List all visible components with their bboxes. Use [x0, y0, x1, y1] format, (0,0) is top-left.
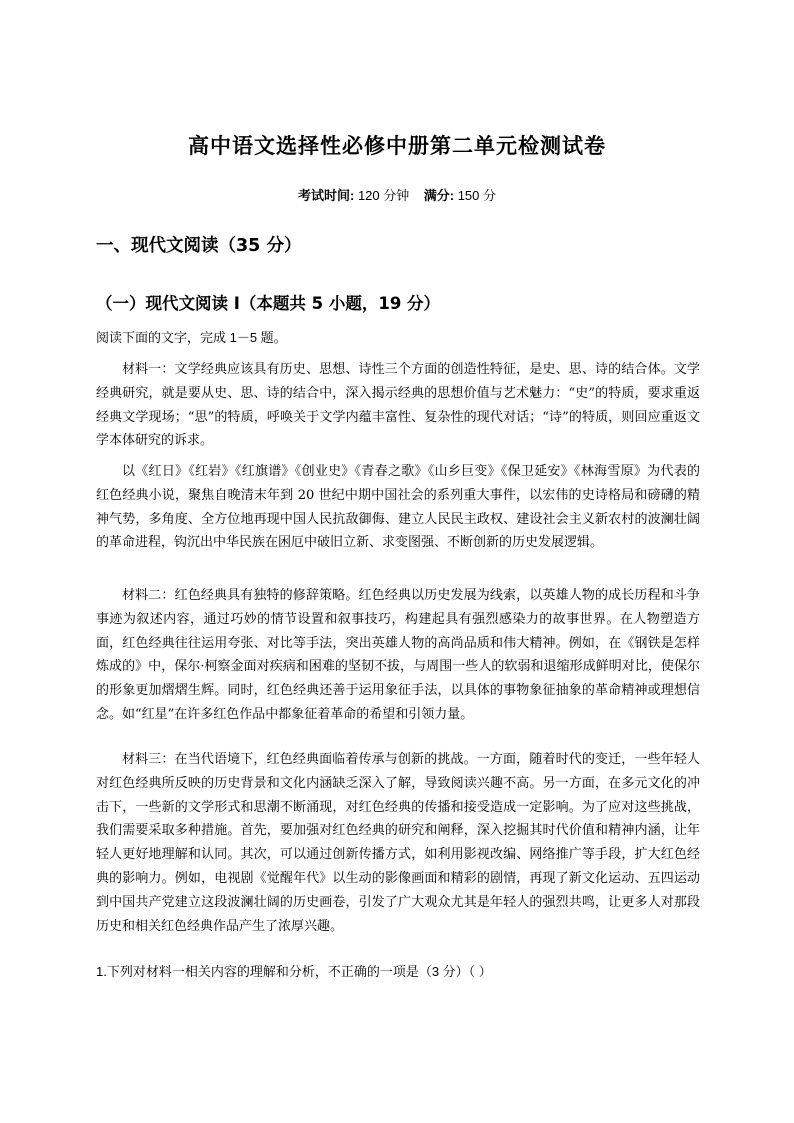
full-score-label: 满分: [423, 188, 455, 203]
exam-time-label: 考试时间: [297, 188, 355, 203]
reading-instruction: 阅读下面的文字，完成 1－5 题。 [96, 330, 287, 345]
material-1-paragraph-2: 以《红日》《红岩》《红旗谱》《创业史》《青春之歌》《山乡巨变》《保卫延安》《林海雪原》为代表的红色经典小说，聚焦自晚清末年到 20 世纪中期中国社会的系列重大事件，以宏伟的史诗格局和磅礴的精神气势，多角度、全方位地再现中国人民抗敌御侮、建立人民民主政权、建设社会主义新农村的波澜壮阔的革命进程，钩沉出中华民族在困厄中破旧立新、求变图强、不断创新的历史发展逻辑。 [96, 464, 700, 551]
exam-time-value: 120 分钟 [357, 188, 410, 203]
exam-meta [0, 185, 794, 204]
subsection-heading: （一）现代文阅读 Ⅰ（本题共 5 小题，19 分） [96, 294, 441, 313]
material-2-paragraph: 材料二：红色经典具有独特的修辞策略。红色经典以历史发展为线索，以英雄人物的成长历程和斗争事迹为叙述内容，通过巧妙的情节设置和叙事技巧，构建起具有强烈感染力的故事世界。在人物塑造方面，红色经典往往运用夸张、对比等手法，突出英雄人物的高尚品质和伟大精神。例如，在《钢铁是怎样炼成的》中，保尔·柯察金面对疾病和困难的坚韧不拔，与周围一些人的软弱和退缩形成鲜明对比，使保尔的形象更加熠熠生辉。同时，红色经典还善于运用象征手法，以具体的事物象征抽象的革命精神或理想信念。如“红星”在许多红色作品中都象征着革命的希望和引领力量。 [96, 588, 700, 722]
question-1-stem: 1.下列对材料一相关内容的理解和分析，不正确的一项是（3 分）（ ） [96, 964, 492, 979]
material-3-paragraph: 材料三：在当代语境下，红色经典面临着传承与创新的挑战。一方面，随着时代的变迁，一些年轻人对红色经典所反映的历史背景和文化内涵缺乏深入了解，导致阅读兴趣不高。另一方面，在多元文化的冲击下，一些新的文学形式和思潮不断涌现，对红色经典的传播和接受造成一定影响。为了应对这些挑战，我们需要采取多种措施。首先，要加强对红色经典的研究和阐释，深入挖掘其时代价值和精神内涵，让年轻人更好地理解和认同。其次，可以通过创新传播方式，如利用影视改编、网络推广等手段，扩大红色经典的影响力。例如，电视剧《觉醒年代》以生动的影像画面和精彩的剧情，再现了新文化运动、五四运动到中国共产党建立这段波澜壮阔的历史画卷，引发了广大观众尤其是年轻人的强烈共鸣，让更多人对那段历史和相关红色经典作品产生了浓厚兴趣。 [96, 752, 700, 934]
section-heading: 一、现代文阅读（35 分） [96, 236, 302, 256]
material-1-paragraph: 材料一：文学经典应该具有历史、思想、诗性三个方面的创造性特征，是史、思、诗的结合体。文学经典研究，就是要从史、思、诗的结合中，深入揭示经典的思想价值与艺术魅力：“史”的特质，要求重返经典文学现场；“思”的特质，呼唤关于文学内蕴丰富性、复杂性的现代对话；“诗”的特质，则回应重返文学本体研究的诉求。 [96, 362, 700, 449]
exam-title: 高中语文选择性必修中册第二单元检测试卷 [188, 134, 606, 158]
full-score-value: 150 分 [457, 188, 496, 203]
